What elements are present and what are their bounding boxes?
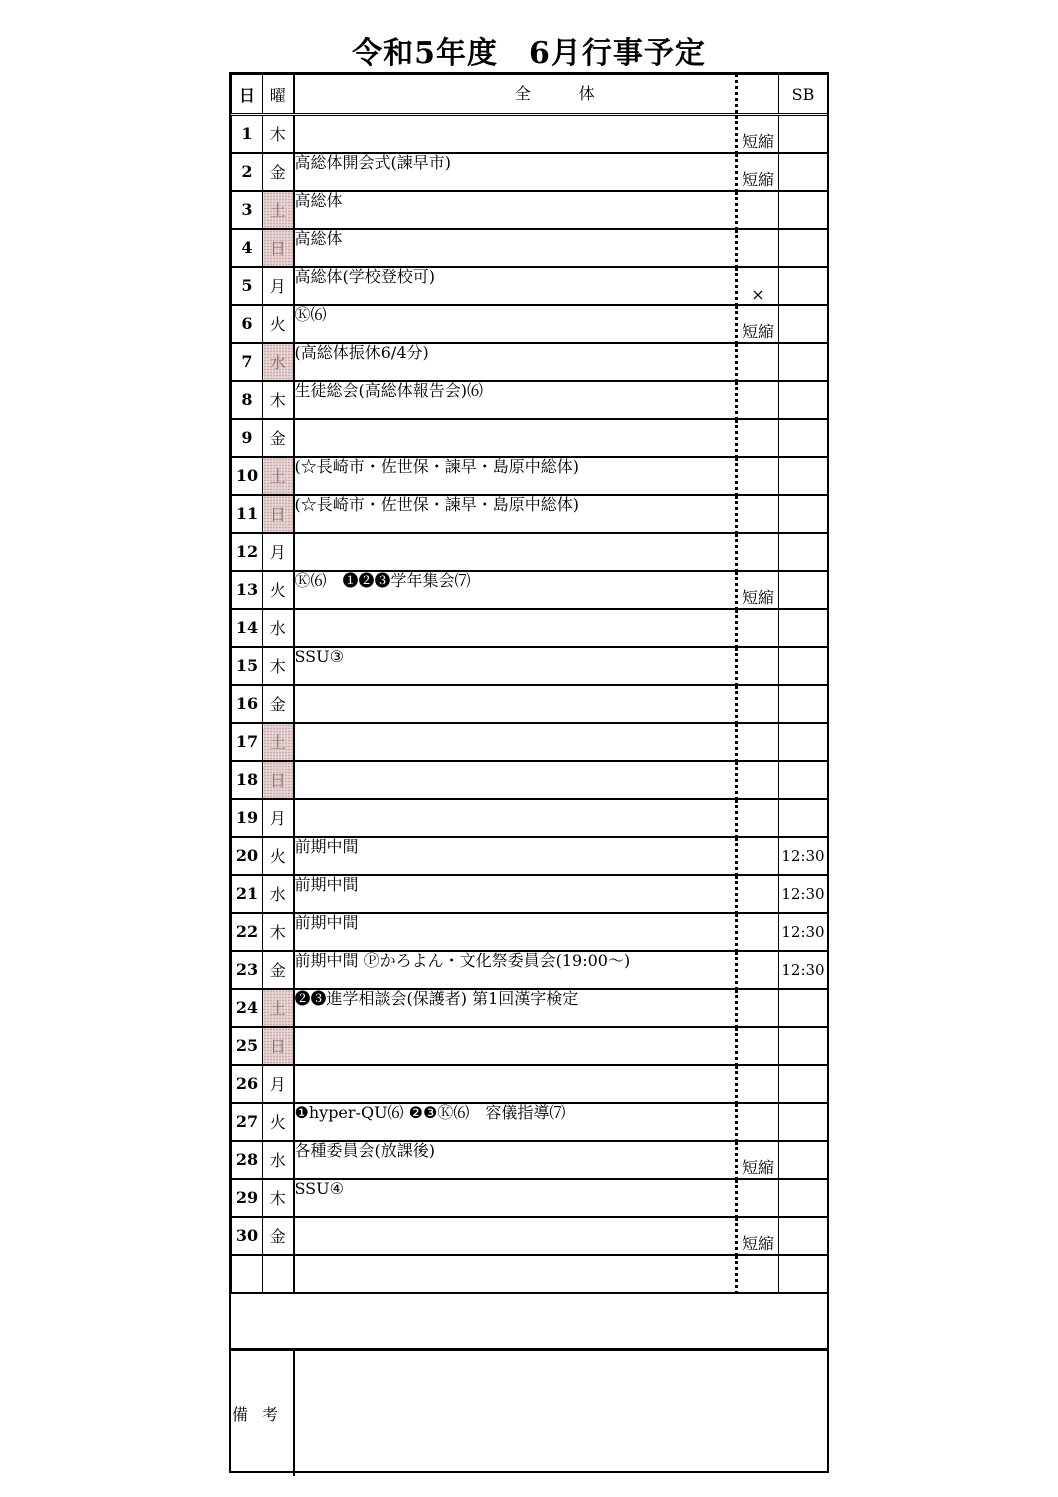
table-row bbox=[232, 685, 828, 723]
sb-cell bbox=[779, 457, 828, 495]
table-row bbox=[232, 1255, 828, 1293]
header-sb: SB bbox=[779, 75, 828, 115]
day-number: 2 bbox=[232, 153, 263, 191]
event-cell[interactable]: 生徒総会(高総体報告会)⑹ bbox=[294, 381, 737, 419]
sb-cell: 12:30 bbox=[779, 875, 828, 913]
weekday: 月 bbox=[263, 1065, 294, 1103]
day-number: 3 bbox=[232, 191, 263, 229]
day-number: 16 bbox=[232, 685, 263, 723]
sb-cell bbox=[779, 267, 828, 305]
note-cell bbox=[737, 609, 779, 647]
event-cell[interactable]: Ⓚ⑹ bbox=[294, 305, 737, 343]
weekday: 日 bbox=[263, 1027, 294, 1065]
note-cell bbox=[737, 1179, 779, 1217]
note-cell bbox=[737, 229, 779, 267]
table-row bbox=[232, 115, 828, 153]
event-cell[interactable]: (☆長崎市・佐世保・諫早・島原中総体) bbox=[294, 457, 737, 495]
table-header-row bbox=[232, 75, 828, 115]
day-number: 13 bbox=[232, 571, 263, 609]
sb-cell bbox=[779, 609, 828, 647]
sb-cell: 12:30 bbox=[779, 951, 828, 989]
header-all: 全 体 bbox=[294, 75, 737, 115]
event-cell[interactable] bbox=[294, 1065, 737, 1103]
table-row bbox=[232, 571, 828, 609]
page-title: 令和5年度 6月行事予定 bbox=[352, 36, 706, 71]
table-row bbox=[232, 1103, 828, 1141]
sb-cell bbox=[779, 1141, 828, 1179]
table-row bbox=[232, 457, 828, 495]
weekday: 金 bbox=[263, 153, 294, 191]
weekday: 水 bbox=[263, 875, 294, 913]
weekday: 土 bbox=[263, 989, 294, 1027]
sb-cell bbox=[779, 191, 828, 229]
event-cell[interactable]: ❷❸進学相談会(保護者) 第1回漢字検定 bbox=[294, 989, 737, 1027]
schedule-table bbox=[231, 74, 828, 1294]
weekday: 月 bbox=[263, 533, 294, 571]
sb-cell bbox=[779, 723, 828, 761]
sb-cell bbox=[779, 115, 828, 153]
sb-cell: 12:30 bbox=[779, 837, 828, 875]
event-cell[interactable]: (☆長崎市・佐世保・諫早・島原中総体) bbox=[294, 495, 737, 533]
sb-cell bbox=[779, 1103, 828, 1141]
note-cell bbox=[737, 381, 779, 419]
day-number: 21 bbox=[232, 875, 263, 913]
table-row bbox=[232, 1217, 828, 1255]
weekday: 金 bbox=[263, 1217, 294, 1255]
event-cell[interactable]: 高総体開会式(諫早市) bbox=[294, 153, 737, 191]
event-cell[interactable]: 各種委員会(放課後) bbox=[294, 1141, 737, 1179]
sb-cell bbox=[779, 989, 828, 1027]
day-number: 7 bbox=[232, 343, 263, 381]
note-cell bbox=[737, 723, 779, 761]
sb-cell bbox=[779, 647, 828, 685]
table-row bbox=[232, 343, 828, 381]
table-row bbox=[232, 305, 828, 343]
sb-cell: 12:30 bbox=[779, 913, 828, 951]
note-cell bbox=[737, 1065, 779, 1103]
weekday: 金 bbox=[263, 685, 294, 723]
day-number: 25 bbox=[232, 1027, 263, 1065]
day-number: 27 bbox=[232, 1103, 263, 1141]
event-cell[interactable] bbox=[294, 533, 737, 571]
note-cell bbox=[737, 837, 779, 875]
weekday: 水 bbox=[263, 1141, 294, 1179]
day-number: 30 bbox=[232, 1217, 263, 1255]
note-cell bbox=[737, 343, 779, 381]
sb-cell bbox=[779, 1217, 828, 1255]
table-row bbox=[232, 875, 828, 913]
header-day: 日 bbox=[232, 75, 263, 115]
table-row bbox=[232, 989, 828, 1027]
note-cell bbox=[737, 913, 779, 951]
event-cell[interactable] bbox=[294, 1255, 737, 1293]
note-cell bbox=[737, 875, 779, 913]
event-cell[interactable] bbox=[294, 723, 737, 761]
weekday bbox=[263, 1255, 294, 1293]
note-cell bbox=[737, 1103, 779, 1141]
weekday: 月 bbox=[263, 267, 294, 305]
table-row bbox=[232, 1065, 828, 1103]
sb-cell bbox=[779, 153, 828, 191]
note-cell: × bbox=[737, 267, 779, 305]
day-number: 9 bbox=[232, 419, 263, 457]
table-row bbox=[232, 1027, 828, 1065]
day-number: 8 bbox=[232, 381, 263, 419]
event-cell[interactable]: ❶hyper-QU⑹ ❷❸Ⓚ⑹ 容儀指導⑺ bbox=[294, 1103, 737, 1141]
sb-cell bbox=[779, 495, 828, 533]
sb-cell bbox=[779, 229, 828, 267]
remarks-text[interactable] bbox=[295, 1355, 823, 1472]
table-row bbox=[232, 723, 828, 761]
event-cell[interactable]: 高総体 bbox=[294, 229, 737, 267]
sb-cell bbox=[779, 343, 828, 381]
weekday: 火 bbox=[263, 837, 294, 875]
day-number: 19 bbox=[232, 799, 263, 837]
note-cell bbox=[737, 647, 779, 685]
note-cell: 短縮 bbox=[737, 1217, 779, 1255]
weekday: 日 bbox=[263, 761, 294, 799]
event-cell[interactable] bbox=[294, 1217, 737, 1255]
note-cell bbox=[737, 799, 779, 837]
event-cell[interactable] bbox=[294, 419, 737, 457]
sb-cell bbox=[779, 305, 828, 343]
sb-cell bbox=[779, 1065, 828, 1103]
day-number: 10 bbox=[232, 457, 263, 495]
note-cell: 短縮 bbox=[737, 153, 779, 191]
table-row bbox=[232, 609, 828, 647]
sb-cell bbox=[779, 685, 828, 723]
schedule-sheet bbox=[229, 72, 829, 1473]
table-row bbox=[232, 153, 828, 191]
note-cell bbox=[737, 685, 779, 723]
note-cell: 短縮 bbox=[737, 115, 779, 153]
weekday: 木 bbox=[263, 115, 294, 153]
note-cell bbox=[737, 1255, 779, 1293]
remarks-label: 備考 bbox=[231, 1351, 295, 1476]
weekday: 土 bbox=[263, 191, 294, 229]
note-cell: 短縮 bbox=[737, 571, 779, 609]
day-number: 4 bbox=[232, 229, 263, 267]
note-cell bbox=[737, 419, 779, 457]
table-row bbox=[232, 191, 828, 229]
event-cell[interactable]: SSU④ bbox=[294, 1179, 737, 1217]
day-number: 20 bbox=[232, 837, 263, 875]
day-number: 12 bbox=[232, 533, 263, 571]
event-cell[interactable]: 前期中間 bbox=[294, 837, 737, 875]
day-number: 1 bbox=[232, 115, 263, 153]
table-row bbox=[232, 951, 828, 989]
day-number: 17 bbox=[232, 723, 263, 761]
weekday: 火 bbox=[263, 1103, 294, 1141]
weekday: 日 bbox=[263, 229, 294, 267]
day-number: 22 bbox=[232, 913, 263, 951]
event-cell[interactable]: SSU③ bbox=[294, 647, 737, 685]
note-cell: 短縮 bbox=[737, 1141, 779, 1179]
note-cell bbox=[737, 761, 779, 799]
weekday: 金 bbox=[263, 419, 294, 457]
table-row bbox=[232, 267, 828, 305]
event-cell[interactable] bbox=[294, 1027, 737, 1065]
header-note bbox=[737, 75, 779, 115]
note-cell bbox=[737, 457, 779, 495]
note-cell: 短縮 bbox=[737, 305, 779, 343]
day-number: 14 bbox=[232, 609, 263, 647]
event-cell[interactable] bbox=[294, 115, 737, 153]
weekday: 土 bbox=[263, 723, 294, 761]
event-cell[interactable] bbox=[294, 799, 737, 837]
weekday: 日 bbox=[263, 495, 294, 533]
table-row bbox=[232, 1141, 828, 1179]
weekday: 水 bbox=[263, 343, 294, 381]
event-cell[interactable]: 高総体 bbox=[294, 191, 737, 229]
event-cell[interactable] bbox=[294, 761, 737, 799]
weekday: 火 bbox=[263, 571, 294, 609]
event-cell[interactable]: 前期中間 bbox=[294, 875, 737, 913]
sb-cell bbox=[779, 1179, 828, 1217]
day-number: 26 bbox=[232, 1065, 263, 1103]
table-row bbox=[232, 837, 828, 875]
weekday: 月 bbox=[263, 799, 294, 837]
sb-cell bbox=[779, 1027, 828, 1065]
sb-cell bbox=[779, 1255, 828, 1293]
weekday: 土 bbox=[263, 457, 294, 495]
table-row bbox=[232, 419, 828, 457]
event-cell[interactable]: 前期中間 Ⓟかろよん・文化祭委員会(19:00～) bbox=[294, 951, 737, 989]
table-row bbox=[232, 799, 828, 837]
weekday: 金 bbox=[263, 951, 294, 989]
sb-cell bbox=[779, 381, 828, 419]
weekday: 木 bbox=[263, 381, 294, 419]
note-cell bbox=[737, 191, 779, 229]
weekday: 水 bbox=[263, 609, 294, 647]
day-number: 11 bbox=[232, 495, 263, 533]
table-row bbox=[232, 913, 828, 951]
event-cell[interactable]: Ⓚ⑹ ❶❷❸学年集会⑺ bbox=[294, 571, 737, 609]
day-number: 6 bbox=[232, 305, 263, 343]
note-cell bbox=[737, 989, 779, 1027]
table-row bbox=[232, 495, 828, 533]
header-weekday: 曜 bbox=[263, 75, 294, 115]
weekday: 木 bbox=[263, 1179, 294, 1217]
event-cell[interactable] bbox=[294, 609, 737, 647]
remarks-section bbox=[231, 1348, 827, 1476]
day-number: 18 bbox=[232, 761, 263, 799]
sb-cell bbox=[779, 419, 828, 457]
day-number bbox=[232, 1255, 263, 1293]
table-row bbox=[232, 533, 828, 571]
table-row bbox=[232, 229, 828, 267]
sb-cell bbox=[779, 799, 828, 837]
note-cell bbox=[737, 951, 779, 989]
day-number: 24 bbox=[232, 989, 263, 1027]
note-cell bbox=[737, 495, 779, 533]
table-row bbox=[232, 1179, 828, 1217]
day-number: 23 bbox=[232, 951, 263, 989]
sb-cell bbox=[779, 761, 828, 799]
table-row bbox=[232, 381, 828, 419]
day-number: 28 bbox=[232, 1141, 263, 1179]
weekday: 木 bbox=[263, 913, 294, 951]
event-cell[interactable]: 前期中間 bbox=[294, 913, 737, 951]
weekday: 火 bbox=[263, 305, 294, 343]
note-cell bbox=[737, 533, 779, 571]
event-cell[interactable] bbox=[294, 685, 737, 723]
day-number: 5 bbox=[232, 267, 263, 305]
day-number: 15 bbox=[232, 647, 263, 685]
table-row bbox=[232, 761, 828, 799]
day-number: 29 bbox=[232, 1179, 263, 1217]
table-row bbox=[232, 647, 828, 685]
note-cell bbox=[737, 1027, 779, 1065]
sb-cell bbox=[779, 533, 828, 571]
sb-cell bbox=[779, 571, 828, 609]
weekday: 木 bbox=[263, 647, 294, 685]
event-cell[interactable]: (高総体振休6/4分) bbox=[294, 343, 737, 381]
event-cell[interactable]: 高総体(学校登校可) bbox=[294, 267, 737, 305]
